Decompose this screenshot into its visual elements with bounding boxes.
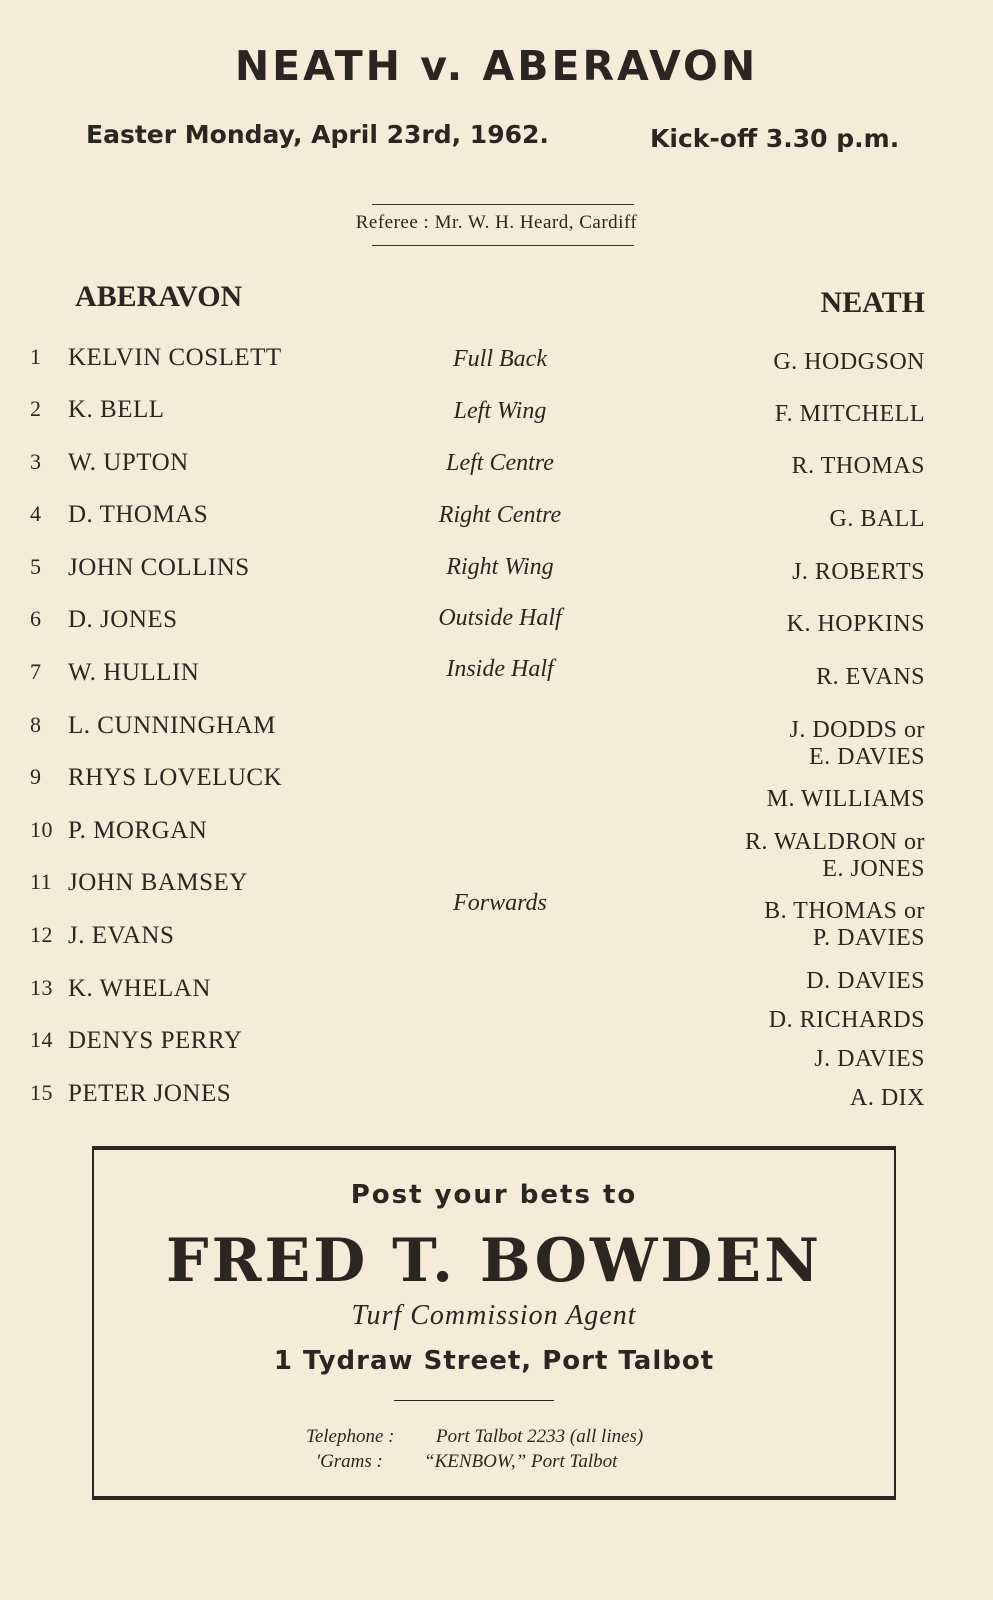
jersey-number: 1 [30, 344, 42, 369]
jersey-number: 14 [30, 1027, 53, 1052]
advert-divider [394, 1400, 554, 1401]
player-name: J. DAVIES [814, 1046, 925, 1072]
neath-player [773, 349, 925, 376]
player-name: W. HULLIN [68, 659, 200, 686]
position-label: Right Centre [438, 502, 562, 528]
player-name: D. RICHARDS [768, 1007, 925, 1033]
player-name: B. THOMAS or [764, 898, 925, 924]
position-label: Left Centre [446, 450, 554, 476]
advert-address: 1 Tydraw Street, Port Talbot [273, 1346, 715, 1376]
neath-player [745, 829, 925, 883]
bookmaker-advert [92, 1146, 896, 1500]
jersey-number: 11 [30, 869, 53, 894]
jersey-number: 2 [30, 396, 42, 421]
advert-name: FRED T. BOWDEN [166, 1226, 822, 1296]
neath-player [814, 1046, 925, 1073]
player-name: KELVIN COSLETT [68, 344, 282, 371]
jersey-number: 4 [30, 501, 42, 526]
neath-player [816, 664, 925, 691]
player-name: R. EVANS [816, 664, 925, 690]
referee-top-rule [372, 204, 634, 205]
grams-label: 'Grams : [316, 1451, 383, 1472]
player-name: J. EVANS [68, 922, 175, 949]
neath-player [775, 401, 925, 428]
telephone-label: Telephone : [306, 1426, 395, 1447]
match-title: NEATH v. ABERAVON [234, 42, 759, 90]
player-name: DENYS PERRY [68, 1027, 243, 1054]
jersey-number: 15 [30, 1080, 53, 1105]
position-label: Outside Half [438, 605, 562, 631]
grams-value: “KENBOW,” Port Talbot [424, 1451, 618, 1472]
team-heading-aberavon: ABERAVON [75, 280, 243, 313]
telephone-value: Port Talbot 2233 (all lines) [436, 1426, 644, 1447]
player-name: D. THOMAS [68, 501, 209, 528]
player-name: J. DODDS or [789, 717, 925, 743]
neath-player [850, 1085, 925, 1112]
advert-role: Turf Commission Agent [351, 1300, 637, 1331]
jersey-number: 10 [30, 817, 53, 842]
referee-line: Referee : Mr. W. H. Heard, Cardiff [355, 212, 638, 233]
referee-bottom-rule [372, 245, 634, 246]
player-name: PETER JONES [68, 1080, 232, 1107]
player-name: JOHN COLLINS [68, 554, 250, 581]
player-name: P. MORGAN [68, 817, 208, 844]
player-name: M. WILLIAMS [766, 786, 925, 812]
neath-player [769, 1007, 925, 1034]
jersey-number: 5 [30, 554, 42, 579]
neath-player [764, 898, 925, 952]
player-name-alt: E. JONES [822, 856, 925, 882]
player-name: D. JONES [68, 606, 178, 633]
jersey-number: 7 [30, 659, 42, 684]
neath-player [830, 506, 926, 533]
position-label: Left Wing [453, 398, 547, 424]
player-name: K. WHELAN [68, 975, 211, 1002]
neath-player [767, 786, 925, 813]
jersey-number: 3 [30, 449, 42, 474]
jersey-number: 12 [30, 922, 53, 947]
kickoff-time: Kick-off 3.30 p.m. [650, 124, 900, 153]
player-name: JOHN BAMSEY [68, 869, 248, 896]
player-name: A. DIX [850, 1085, 925, 1111]
player-name: K. BELL [68, 396, 165, 423]
jersey-number: 13 [30, 975, 53, 1000]
neath-player [792, 559, 925, 586]
jersey-number: 6 [30, 606, 42, 631]
player-name-alt: E. DAVIES [808, 744, 925, 770]
neath-player [792, 453, 925, 480]
position-label: Full Back [453, 346, 547, 372]
team-heading-neath: NEATH [820, 286, 925, 319]
player-name: K. HOPKINS [786, 611, 925, 637]
player-name: R. WALDRON or [744, 829, 925, 855]
player-name: G. HODGSON [773, 349, 925, 375]
jersey-number: 8 [30, 712, 42, 737]
player-name: R. THOMAS [791, 453, 925, 479]
player-name: L. CUNNINGHAM [68, 712, 276, 739]
player-name: F. MITCHELL [774, 401, 925, 427]
player-name: RHYS LOVELUCK [68, 764, 283, 791]
neath-player [787, 611, 925, 638]
neath-player [789, 717, 925, 771]
player-name: W. UPTON [68, 449, 189, 476]
position-label: Right Wing [446, 554, 554, 580]
position-label: Forwards [453, 890, 547, 916]
player-name-alt: P. DAVIES [812, 925, 925, 951]
player-name: D. DAVIES [806, 968, 925, 994]
neath-player [806, 968, 925, 995]
jersey-number: 9 [30, 764, 42, 789]
advert-tagline: Post your bets to [350, 1180, 638, 1210]
player-name: G. BALL [829, 506, 925, 532]
player-name: J. ROBERTS [792, 559, 925, 585]
position-label: Inside Half [446, 656, 554, 682]
match-date: Easter Monday, April 23rd, 1962. [86, 120, 549, 149]
